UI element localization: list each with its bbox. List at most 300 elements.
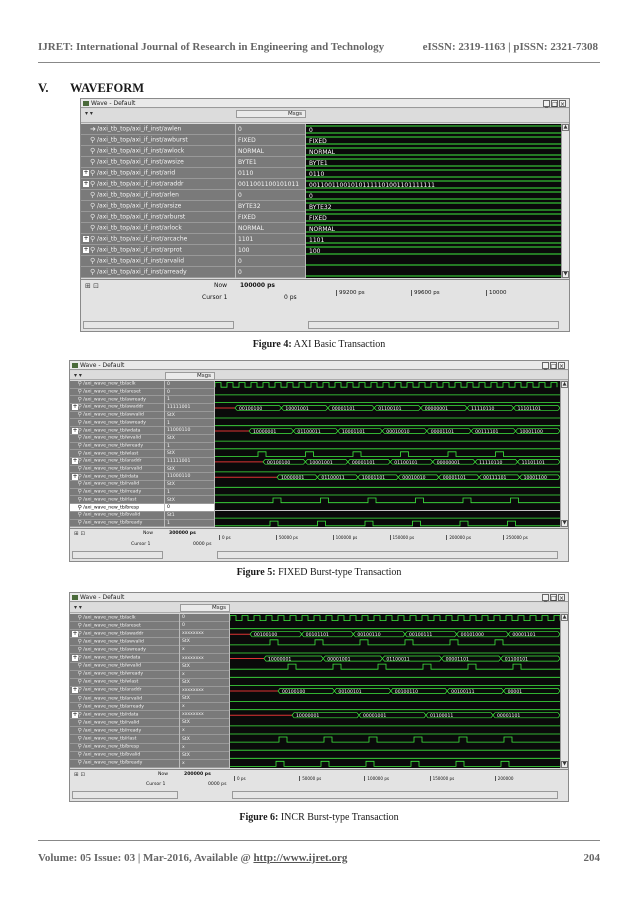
horizontal-scrollbar[interactable] (72, 551, 163, 559)
bus-value-label: 00111101 (475, 430, 499, 436)
vertical-scrollbar[interactable] (560, 614, 568, 768)
signal-name-column (70, 614, 180, 768)
horizontal-scrollbar[interactable] (217, 551, 558, 559)
signal-icon: ⚲ (77, 427, 82, 434)
bus-value-label: 0110 (309, 171, 325, 178)
signal-value: 100 (236, 245, 305, 256)
expand-icon[interactable]: + (72, 404, 78, 411)
expand-icon[interactable]: + (83, 235, 89, 242)
expand-icon[interactable]: + (72, 630, 78, 637)
signal-row[interactable] (70, 466, 164, 474)
vertical-scrollbar[interactable] (560, 381, 568, 527)
signal-value: StX (165, 466, 214, 474)
bus-value-label: 00001101 (430, 430, 455, 436)
close-button[interactable]: × (560, 101, 566, 108)
signal-row[interactable] (81, 201, 235, 212)
time-ruler-tick: 200000 (495, 776, 514, 781)
status-toolbar-icons[interactable]: ⊞ ⊡ (85, 282, 99, 290)
waveform-display[interactable] (306, 124, 561, 278)
bus-value-label: 01100101 (378, 406, 402, 412)
signal-row[interactable] (70, 458, 164, 466)
signal-name: /axi_wave_new_tb/wready (83, 443, 144, 449)
cursor-label: Cursor 1 (146, 782, 166, 788)
signal-row[interactable] (70, 504, 164, 512)
time-ruler-tick: 99600 ps (411, 290, 440, 296)
signal-name: /axi_wave_new_tb/bready (83, 760, 143, 766)
wave-window-icon (83, 101, 89, 106)
signal-row[interactable] (81, 124, 235, 135)
signal-value: xxxxxxxx (180, 711, 229, 719)
signal-name: /axi_wave_new_tb/wlast (83, 679, 139, 685)
signal-name-column (70, 381, 165, 527)
signal-row[interactable] (70, 736, 179, 744)
horizontal-scrollbar[interactable] (232, 791, 558, 799)
signal-icon: ⚲ (77, 671, 82, 678)
signal-name: /axi_wave_new_tb/awready (83, 397, 146, 403)
signal-name: /axi_wave_new_tb/bvalid (83, 512, 141, 518)
signal-icon: ⚲ (77, 450, 82, 457)
signal-icon: ⚲ (77, 435, 82, 442)
signal-row[interactable] (70, 404, 164, 412)
signal-value: x (180, 703, 229, 711)
wave-window-figure-4 (80, 98, 570, 332)
scroll-down-arrow[interactable]: ▼ (562, 520, 567, 527)
signal-row[interactable] (70, 630, 179, 638)
bus-value-label: 10001101 (341, 430, 366, 436)
signal-icon: ⚲ (77, 512, 82, 519)
bus-value-label: 00001001 (363, 714, 387, 720)
scroll-down-arrow[interactable]: ▼ (562, 760, 567, 767)
signal-icon: ⚲ (77, 646, 82, 653)
signal-name: /axi_tb_top/axi_if_inst/arlen (97, 191, 179, 199)
signal-value: StX (165, 412, 214, 420)
dropdown-icon[interactable]: ▾ ▾ (74, 604, 82, 611)
signal-value: 0011001100101011 (236, 179, 305, 190)
signal-row[interactable] (70, 497, 164, 505)
signal-row[interactable] (70, 719, 179, 727)
signal-name: /axi_tb_top/axi_if_inst/awburst (97, 136, 188, 144)
bus-value-label: 001100110010101111101001101111111 (309, 182, 435, 189)
signal-icon: ⚲ (77, 473, 82, 480)
section-number: V. (38, 81, 49, 95)
now-label: Now (214, 282, 228, 289)
signal-name: /axi_wave_new_tb/wlast (83, 451, 139, 457)
now-value: 200000 ps (184, 771, 211, 777)
expand-icon[interactable]: + (83, 246, 89, 253)
bus-value-label: 11110110 (479, 460, 503, 466)
signal-name: /axi_wave_new_tb/awready (83, 647, 146, 653)
signal-row[interactable] (70, 622, 179, 630)
bus-value-label: 10000001 (268, 657, 292, 663)
bus-value-label: 01100101 (504, 657, 529, 663)
signal-icon: ⚲ (90, 158, 96, 166)
signal-name: /axi_wave_new_tb/rready (83, 728, 142, 734)
control-signal-trace (215, 498, 560, 503)
signal-name: /axi_wave_new_tb/rlast (83, 736, 137, 742)
figure-5-caption (0, 567, 638, 578)
maximize-button[interactable]: □ (552, 101, 558, 108)
signal-value-column (165, 381, 215, 527)
bus-value-label: 10001100 (523, 476, 547, 482)
signal-row[interactable] (70, 671, 179, 679)
wave-window-title: Wave - Default (91, 100, 136, 107)
section-title: WAVEFORM (70, 81, 145, 95)
bus-value-label: 00101000 (460, 633, 484, 639)
control-signal-trace (215, 521, 560, 526)
signal-name: /axi_tb_top/axi_if_inst/awsize (97, 158, 184, 166)
signal-value: 0 (165, 504, 214, 512)
wave-window-figure-6 (69, 592, 569, 802)
control-signal-trace (230, 664, 560, 669)
wave-window-title: Wave - Default (80, 362, 125, 369)
signal-name: /axi_wave_new_tb/rready (83, 489, 142, 495)
bus-value-label: 00100101 (338, 689, 362, 695)
bus-value-label: 01100011 (429, 714, 454, 720)
signal-row[interactable] (70, 481, 164, 489)
signal-icon: ⚲ (77, 458, 82, 465)
bus-value-label: 10000001 (253, 430, 277, 436)
signal-value: 0110 (236, 168, 305, 179)
signal-icon: ⚲ (77, 496, 82, 503)
signal-icon: ⚲ (77, 752, 82, 759)
signal-icon: ⚲ (90, 257, 96, 265)
signal-icon: ⚲ (90, 180, 96, 188)
signal-row[interactable] (81, 267, 235, 278)
expand-icon[interactable]: + (83, 180, 89, 187)
signal-value: NORMAL (236, 146, 305, 157)
signal-name: /axi_tb_top/axi_if_inst/araddr (97, 180, 184, 188)
scroll-up-arrow[interactable]: ▲ (562, 381, 567, 387)
issn: eISSN: 2319-1163 | pISSN: 2321-7308 (422, 41, 598, 53)
signal-value: StX (165, 435, 214, 443)
status-toolbar-icons[interactable]: ⊞ ⊡ (74, 531, 86, 538)
expand-icon[interactable]: + (83, 169, 89, 176)
expand-icon[interactable]: + (72, 473, 78, 480)
signal-row[interactable] (70, 752, 179, 760)
signal-name: /axi_tb_top/axi_if_inst/awlen (97, 125, 182, 133)
signal-icon: ⚲ (77, 736, 82, 743)
signal-row[interactable] (81, 168, 235, 179)
signal-value: StX (165, 481, 214, 489)
signal-row[interactable] (70, 435, 164, 443)
wave-toolbar (70, 603, 568, 613)
signal-name: /axi_wave_new_tb/aclk (83, 381, 136, 387)
signal-value: 0 (180, 622, 229, 630)
bus-value-label: 10000001 (296, 714, 320, 720)
bus-value-label: 00100110 (357, 633, 381, 639)
signal-row[interactable] (81, 179, 235, 190)
time-ruler-tick: 10000 (486, 290, 507, 296)
expand-icon[interactable]: + (72, 458, 78, 465)
signal-icon: ⚲ (77, 719, 82, 726)
signal-row[interactable] (81, 190, 235, 201)
signal-row[interactable] (70, 655, 179, 663)
signal-row[interactable] (70, 663, 179, 671)
signal-name: /axi_tb_top/axi_if_inst/arlock (97, 224, 182, 232)
signal-value: 11000110 (165, 427, 214, 435)
signal-row[interactable] (70, 450, 164, 458)
expand-icon[interactable]: + (72, 654, 78, 662)
figure-4-label: Figure 4: (252, 339, 292, 350)
signal-row[interactable] (70, 389, 164, 397)
signal-row[interactable] (70, 727, 179, 735)
signal-row[interactable] (81, 135, 235, 146)
bus-value-label: 00100111 (408, 633, 433, 639)
signal-name: /axi_wave_new_tb/bvalid (83, 752, 141, 758)
signal-row[interactable] (81, 234, 235, 245)
bus-value-label: 00100100 (239, 406, 263, 412)
bus-value-label: 0 (309, 193, 313, 200)
time-ruler-tick: 200000 ps (446, 535, 471, 540)
bus-value-label: 00001101 (351, 460, 376, 466)
signal-name: /axi_wave_new_tb/bready (83, 520, 143, 526)
signal-value: x (180, 671, 229, 679)
signal-row[interactable] (70, 520, 164, 528)
time-ruler-tick: 0 ps (234, 776, 246, 781)
now-value: 100000 ps (240, 282, 276, 289)
signal-row[interactable] (70, 760, 179, 768)
scroll-up-arrow[interactable]: ▲ (562, 614, 567, 620)
signal-row[interactable] (70, 646, 179, 654)
bus-value-label: NORMAL (309, 226, 336, 233)
signal-name: /axi_wave_new_tb/arvalid (83, 696, 143, 702)
signal-name: /axi_tb_top/axi_if_inst/arvalid (97, 257, 185, 265)
bus-value-label: 0 (309, 127, 313, 134)
control-signal-trace (230, 761, 560, 766)
signal-row[interactable] (70, 412, 164, 420)
signal-value: StX (180, 638, 229, 646)
msgs-column-header: Msgs (236, 110, 306, 118)
signal-icon: ⚲ (77, 711, 82, 718)
signal-row[interactable] (70, 614, 179, 622)
bus-value-label: 01100011 (321, 476, 345, 482)
signal-value: 1101 (236, 234, 305, 245)
close-button[interactable]: × (559, 595, 565, 602)
footer-url-link[interactable]: http://www.ijret.org (253, 852, 348, 864)
signal-name: /axi_wave_new_tb/wdata (83, 655, 141, 661)
figure-4-text: AXI Basic Transaction (293, 339, 386, 350)
signal-value: xxxxxxxx (180, 630, 229, 638)
signal-icon: ⚲ (77, 381, 82, 388)
section-heading (38, 81, 144, 96)
signal-value: x (180, 727, 229, 735)
signal-name: /axi_tb_top/axi_if_inst/arid (97, 169, 176, 177)
signal-name: /axi_wave_new_tb/awaddr (83, 404, 144, 410)
header-rule (38, 62, 600, 63)
wave-window-icon (72, 595, 78, 600)
signal-icon: ⚲ (77, 396, 82, 403)
signal-row[interactable] (70, 512, 164, 520)
signal-row[interactable] (70, 381, 164, 389)
signal-row[interactable] (81, 146, 235, 157)
signal-name: /axi_tb_top/axi_if_inst/arready (97, 268, 187, 276)
signal-icon: ⚲ (90, 213, 96, 221)
signal-value: 1 (165, 520, 214, 528)
bus-value-label: 00001101 (496, 714, 521, 720)
signal-value: StX (180, 663, 229, 671)
signal-icon: ⚲ (77, 504, 82, 511)
bus-value-label: BYTE32 (309, 204, 332, 211)
wave-window-title: Wave - Default (80, 594, 125, 601)
bus-value-label: FIXED (309, 138, 327, 145)
signal-value: 0 (236, 124, 305, 135)
signal-row[interactable] (70, 420, 164, 428)
bus-value-label: 00010010 (386, 430, 410, 436)
signal-row[interactable] (70, 489, 164, 497)
figure-6-label: Figure 6: (239, 812, 279, 823)
signal-row[interactable] (81, 245, 235, 256)
bus-value-label: 00001101 (442, 476, 467, 482)
bus-value-label: 11110110 (471, 406, 495, 412)
bus-value-label: 10001100 (519, 430, 543, 436)
bus-value-label: 00000001 (436, 460, 461, 466)
waveform-display[interactable] (215, 381, 560, 527)
signal-row[interactable] (70, 473, 164, 481)
signal-value: FIXED (236, 135, 305, 146)
control-signal-trace (230, 640, 560, 645)
dropdown-icon[interactable]: ▾ ▾ (85, 110, 93, 117)
horizontal-scrollbar[interactable] (72, 791, 178, 799)
signal-value: StX (165, 450, 214, 458)
signal-name: /axi_wave_new_tb/awready (83, 420, 146, 426)
signal-value: 0 (165, 381, 214, 389)
signal-row[interactable] (70, 427, 164, 435)
signal-icon: ⚲ (90, 246, 96, 254)
signal-icon: ⚲ (77, 412, 82, 419)
signal-row[interactable] (70, 703, 179, 711)
expand-icon[interactable]: + (72, 427, 78, 434)
signal-row[interactable] (70, 443, 164, 451)
bus-value-label: NORMAL (309, 149, 336, 156)
signal-value: StX (180, 736, 229, 744)
bus-value-label: 10000001 (281, 476, 305, 482)
vertical-scrollbar[interactable] (561, 124, 569, 278)
wave-window-titlebar (70, 361, 568, 370)
maximize-button[interactable]: □ (551, 363, 557, 370)
signal-name: /axi_wave_new_tb/wready (83, 671, 144, 677)
expand-icon[interactable]: + (72, 686, 78, 694)
scroll-up-arrow[interactable]: ▲ (563, 124, 568, 130)
signal-icon: ⚲ (77, 663, 82, 670)
signal-row[interactable] (70, 744, 179, 752)
signal-icon: ⚲ (90, 136, 96, 144)
horizontal-scrollbar[interactable] (83, 321, 234, 329)
wave-toolbar (81, 109, 569, 123)
signal-row[interactable] (81, 157, 235, 168)
signal-icon: ⚲ (90, 191, 96, 199)
signal-name: /axi_tb_top/axi_if_inst/awlock (97, 147, 185, 155)
signal-row[interactable] (70, 687, 179, 695)
minimize-button[interactable]: _ (544, 595, 547, 602)
signal-icon: ⚲ (77, 630, 82, 637)
signal-row[interactable] (70, 695, 179, 703)
signal-icon: ⚲ (77, 489, 82, 496)
time-ruler-tick: 100000 ps (333, 535, 358, 540)
bus-value-label: 11101101 (517, 406, 541, 412)
signal-row[interactable] (81, 223, 235, 234)
cursor-value: 0 ps (284, 294, 297, 301)
time-ruler-tick: 150000 ps (430, 776, 455, 781)
signal-row[interactable] (70, 711, 179, 719)
figure-6-caption (0, 812, 638, 823)
signal-icon: ⚲ (77, 727, 82, 734)
minimize-button[interactable]: _ (545, 101, 548, 108)
scroll-down-arrow[interactable]: ▼ (563, 271, 568, 277)
waveform-svg (306, 124, 561, 278)
signal-value-column (236, 124, 306, 278)
bus-value-label: 00100110 (394, 689, 419, 695)
signal-icon: ⚲ (77, 466, 82, 473)
signal-value: x (180, 760, 229, 768)
wave-window-titlebar (81, 99, 569, 108)
bus-value-label: 01100011 (386, 657, 410, 663)
signal-name: /axi_wave_new_tb/bresp (83, 744, 140, 750)
maximize-button[interactable]: □ (551, 595, 557, 602)
signal-value: x (180, 744, 229, 752)
window-controls (542, 100, 566, 108)
bus-value-label: 00001101 (331, 406, 356, 412)
signal-name: /axi_wave_new_tb/awvalid (83, 412, 144, 418)
bus-value-label: 00111101 (483, 476, 507, 482)
now-value: 300000 ps (169, 531, 196, 537)
wave-window-icon (72, 363, 78, 368)
expand-icon[interactable]: + (72, 711, 78, 718)
bus-value-label: 00100100 (254, 633, 278, 639)
signal-row[interactable] (70, 396, 164, 404)
time-ruler-tick: 150000 ps (390, 535, 415, 540)
signal-name: /axi_wave_new_tb/wvalid (83, 435, 142, 441)
signal-value: 1 (165, 396, 214, 404)
signal-name: /axi_wave_new_tb/bresp (83, 505, 140, 511)
bus-value-label: 1101 (309, 237, 325, 244)
footer-volume (38, 852, 347, 864)
signal-row[interactable] (70, 679, 179, 687)
signal-row[interactable] (81, 256, 235, 267)
signal-value: StX (180, 679, 229, 687)
figure-4-caption (0, 339, 638, 350)
signal-icon: ⚲ (77, 404, 82, 411)
time-ruler-tick: 50000 ps (299, 776, 321, 781)
wave-window-titlebar (70, 593, 568, 602)
minimize-button[interactable]: _ (544, 363, 547, 370)
signal-icon: ⚲ (90, 235, 96, 243)
signal-name: /axi_wave_new_tb/wdata (83, 428, 141, 434)
signal-value: NORMAL (236, 223, 305, 234)
bus-value-label: 00100100 (282, 689, 306, 695)
signal-row[interactable] (70, 638, 179, 646)
journal-title: IJRET: International Journal of Research in Engineering and Technology (38, 41, 385, 53)
signal-row[interactable] (81, 212, 235, 223)
signal-icon: ⚲ (77, 703, 82, 710)
waveform-display[interactable] (230, 614, 560, 768)
status-toolbar-icons[interactable]: ⊞ ⊡ (74, 771, 86, 778)
signal-value: BYTE1 (236, 157, 305, 168)
signal-value: 1 (165, 489, 214, 497)
signal-icon: ⚲ (77, 744, 82, 751)
bus-value-label: 00010010 (402, 476, 426, 482)
close-button[interactable]: × (559, 363, 565, 370)
signal-value: St1 (165, 512, 214, 520)
dropdown-icon[interactable]: ▾ ▾ (74, 372, 82, 379)
signal-name: /axi_wave_new_tb/rdata (83, 712, 139, 718)
signal-icon: ⚲ (77, 622, 82, 629)
bus-value-label: BYTE1 (309, 160, 328, 167)
horizontal-scrollbar[interactable] (308, 321, 559, 329)
wave-toolbar (70, 371, 568, 380)
bus-value-label: 11101101 (521, 460, 545, 466)
signal-icon: ⚲ (77, 655, 82, 662)
now-label: Now (158, 771, 169, 777)
